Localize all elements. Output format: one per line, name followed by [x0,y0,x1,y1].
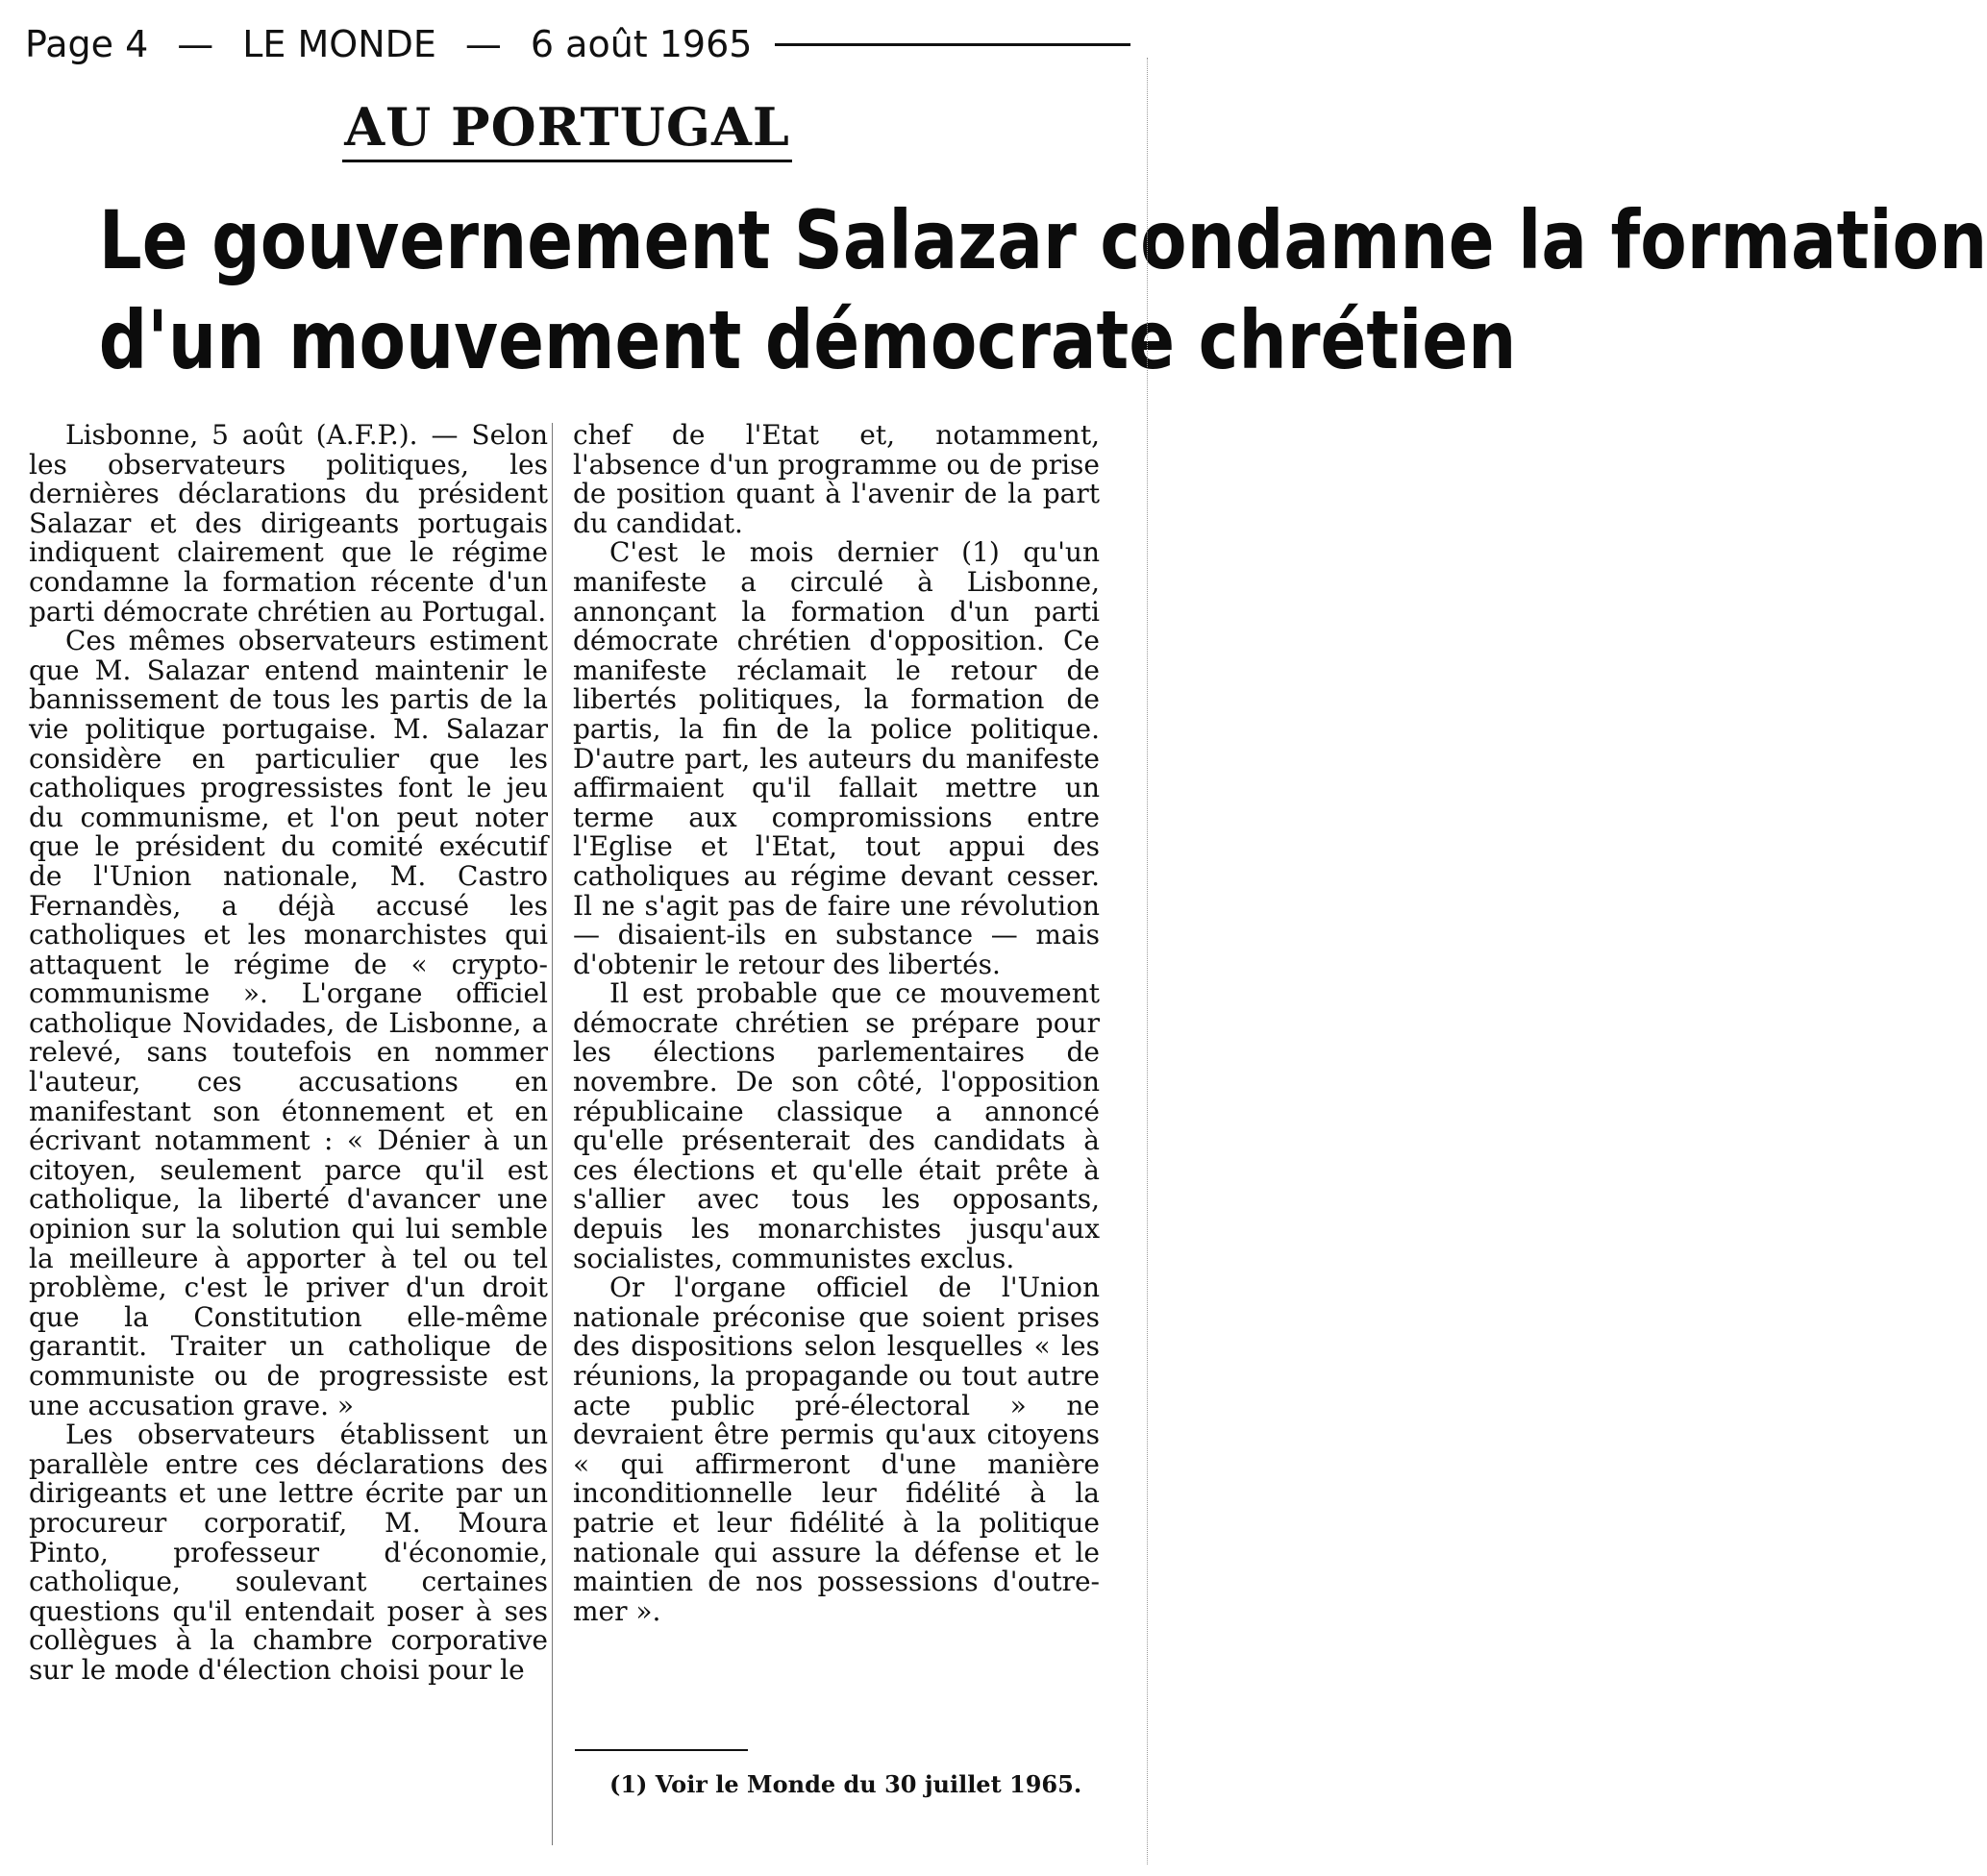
masthead-dash: — [177,23,214,65]
footnote-rule [575,1749,748,1751]
article-paragraph: Lisbonne, 5 août (A.F.P.). — Selon les observateurs politiques, les dernières déclarations du président Salazar et des dirigeants portugais indiquent clairement que le régime condamne la formation récente d'un parti démocrate chrétien au Portugal. [29,419,548,628]
issue-date: 6 août 1965 [530,23,753,65]
page-edge-line [1147,58,1148,1864]
page-number: Page 4 [25,23,149,65]
section-title: AU PORTUGAL [342,96,792,162]
masthead-rule [775,43,1130,46]
article-paragraph: Il est probable que ce mouvement démocrate chrétien se prépare pour les élections parlementaires de novembre. De son côté, l'opposition républicaine classique a annoncé qu'elle présenterait des candidats à ces élections et qu'elle était prête à s'allier avec tous les opposants, depuis les monarchistes jusqu'aux socialistes, communistes exclus. [573,977,1100,1274]
footnote: (1) Voir le Monde du 30 juillet 1965. [609,1770,1082,1798]
article-paragraph: Or l'organe officiel de l'Union nationale préconise que soient prises des dispositions selon lesquelles « les réunions, la propagande ou tout autre acte public pré-électoral » ne devraient être permis qu'aux citoyens « qui affirmeront d'une manière inconditionnelle leur fidélité à la patrie et leur fidélité à la politique nationale qui assure la défense et le maintien de nos possessions d'outre-mer ». [573,1271,1100,1627]
article-paragraph: Les observateurs établissent un parallèle entre ces déclarations des dirigeants et une lettre écrite par un procureur corporatif, M. Moura Pinto, professeur d'économie, catholique, soulevant certaines questions qu'il entendait poser à ses collègues à la chambre corporative sur le mode d'élection choisi pour le [29,1419,548,1686]
headline-line-1: Le gouvernement Salazar condamne la formation [98,193,1987,287]
article-paragraph: C'est le mois dernier (1) qu'un manifeste a circulé à Lisbonne, annonçant la formation d'un parti démocrate chrétien d'opposition. Ce manifeste réclamait le retour de libertés politiques, la formation de partis, la fin de la police politique. D'autre part, les auteurs du manifeste affirmaient qu'il fallait mettre un terme aux compromissions entre l'Eglise et l'Etat, tout appui des catholiques au régime devant cesser. Il ne s'agit pas de faire une révolution — disaient-ils en substance — mais d'obtenir le retour des libertés. [573,536,1100,980]
newspaper-name: LE MONDE [242,23,436,65]
article-column-right [573,421,1100,1626]
article-column-left [29,421,548,1686]
article-paragraph: chef de l'Etat et, notamment, l'absence d'un programme ou de prise de position quant à l'avenir de la part du candidat. [573,419,1100,539]
headline-line-2: d'un mouvement démocrate chrétien [98,293,1517,387]
headline [10,190,1987,390]
article-paragraph: Ces mêmes observateurs estiment que M. Salazar entend maintenir le bannissement de tous les partis de la vie politique portugaise. M. Salazar considère en particulier que les catholiques progressistes font le jeu du communisme, et l'on peut noter que le président du comité exécutif de l'Union nationale, M. Castro Fernandès, a déjà accusé les catholiques et les monarchistes qui attaquent le régime de « crypto-communisme ». L'organe officiel catholique Novidades, de Lisbonne, a relevé, sans toutefois en nommer l'auteur, ces accusations en manifestant son étonnement et en écrivant notamment : « Dénier à un citoyen, seulement parce qu'il est catholique, la liberté d'avancer une opinion sur la solution qui lui semble la meilleure à apporter à tel ou tel problème, c'est le priver d'un droit que la Constitution elle-même garantit. Traiter un catholique de communiste ou de progressiste est une accusation grave. » [29,625,548,1421]
masthead [25,15,1130,73]
section-heading [0,96,1134,158]
column-divider [552,423,553,1845]
masthead-dash: — [464,23,502,65]
